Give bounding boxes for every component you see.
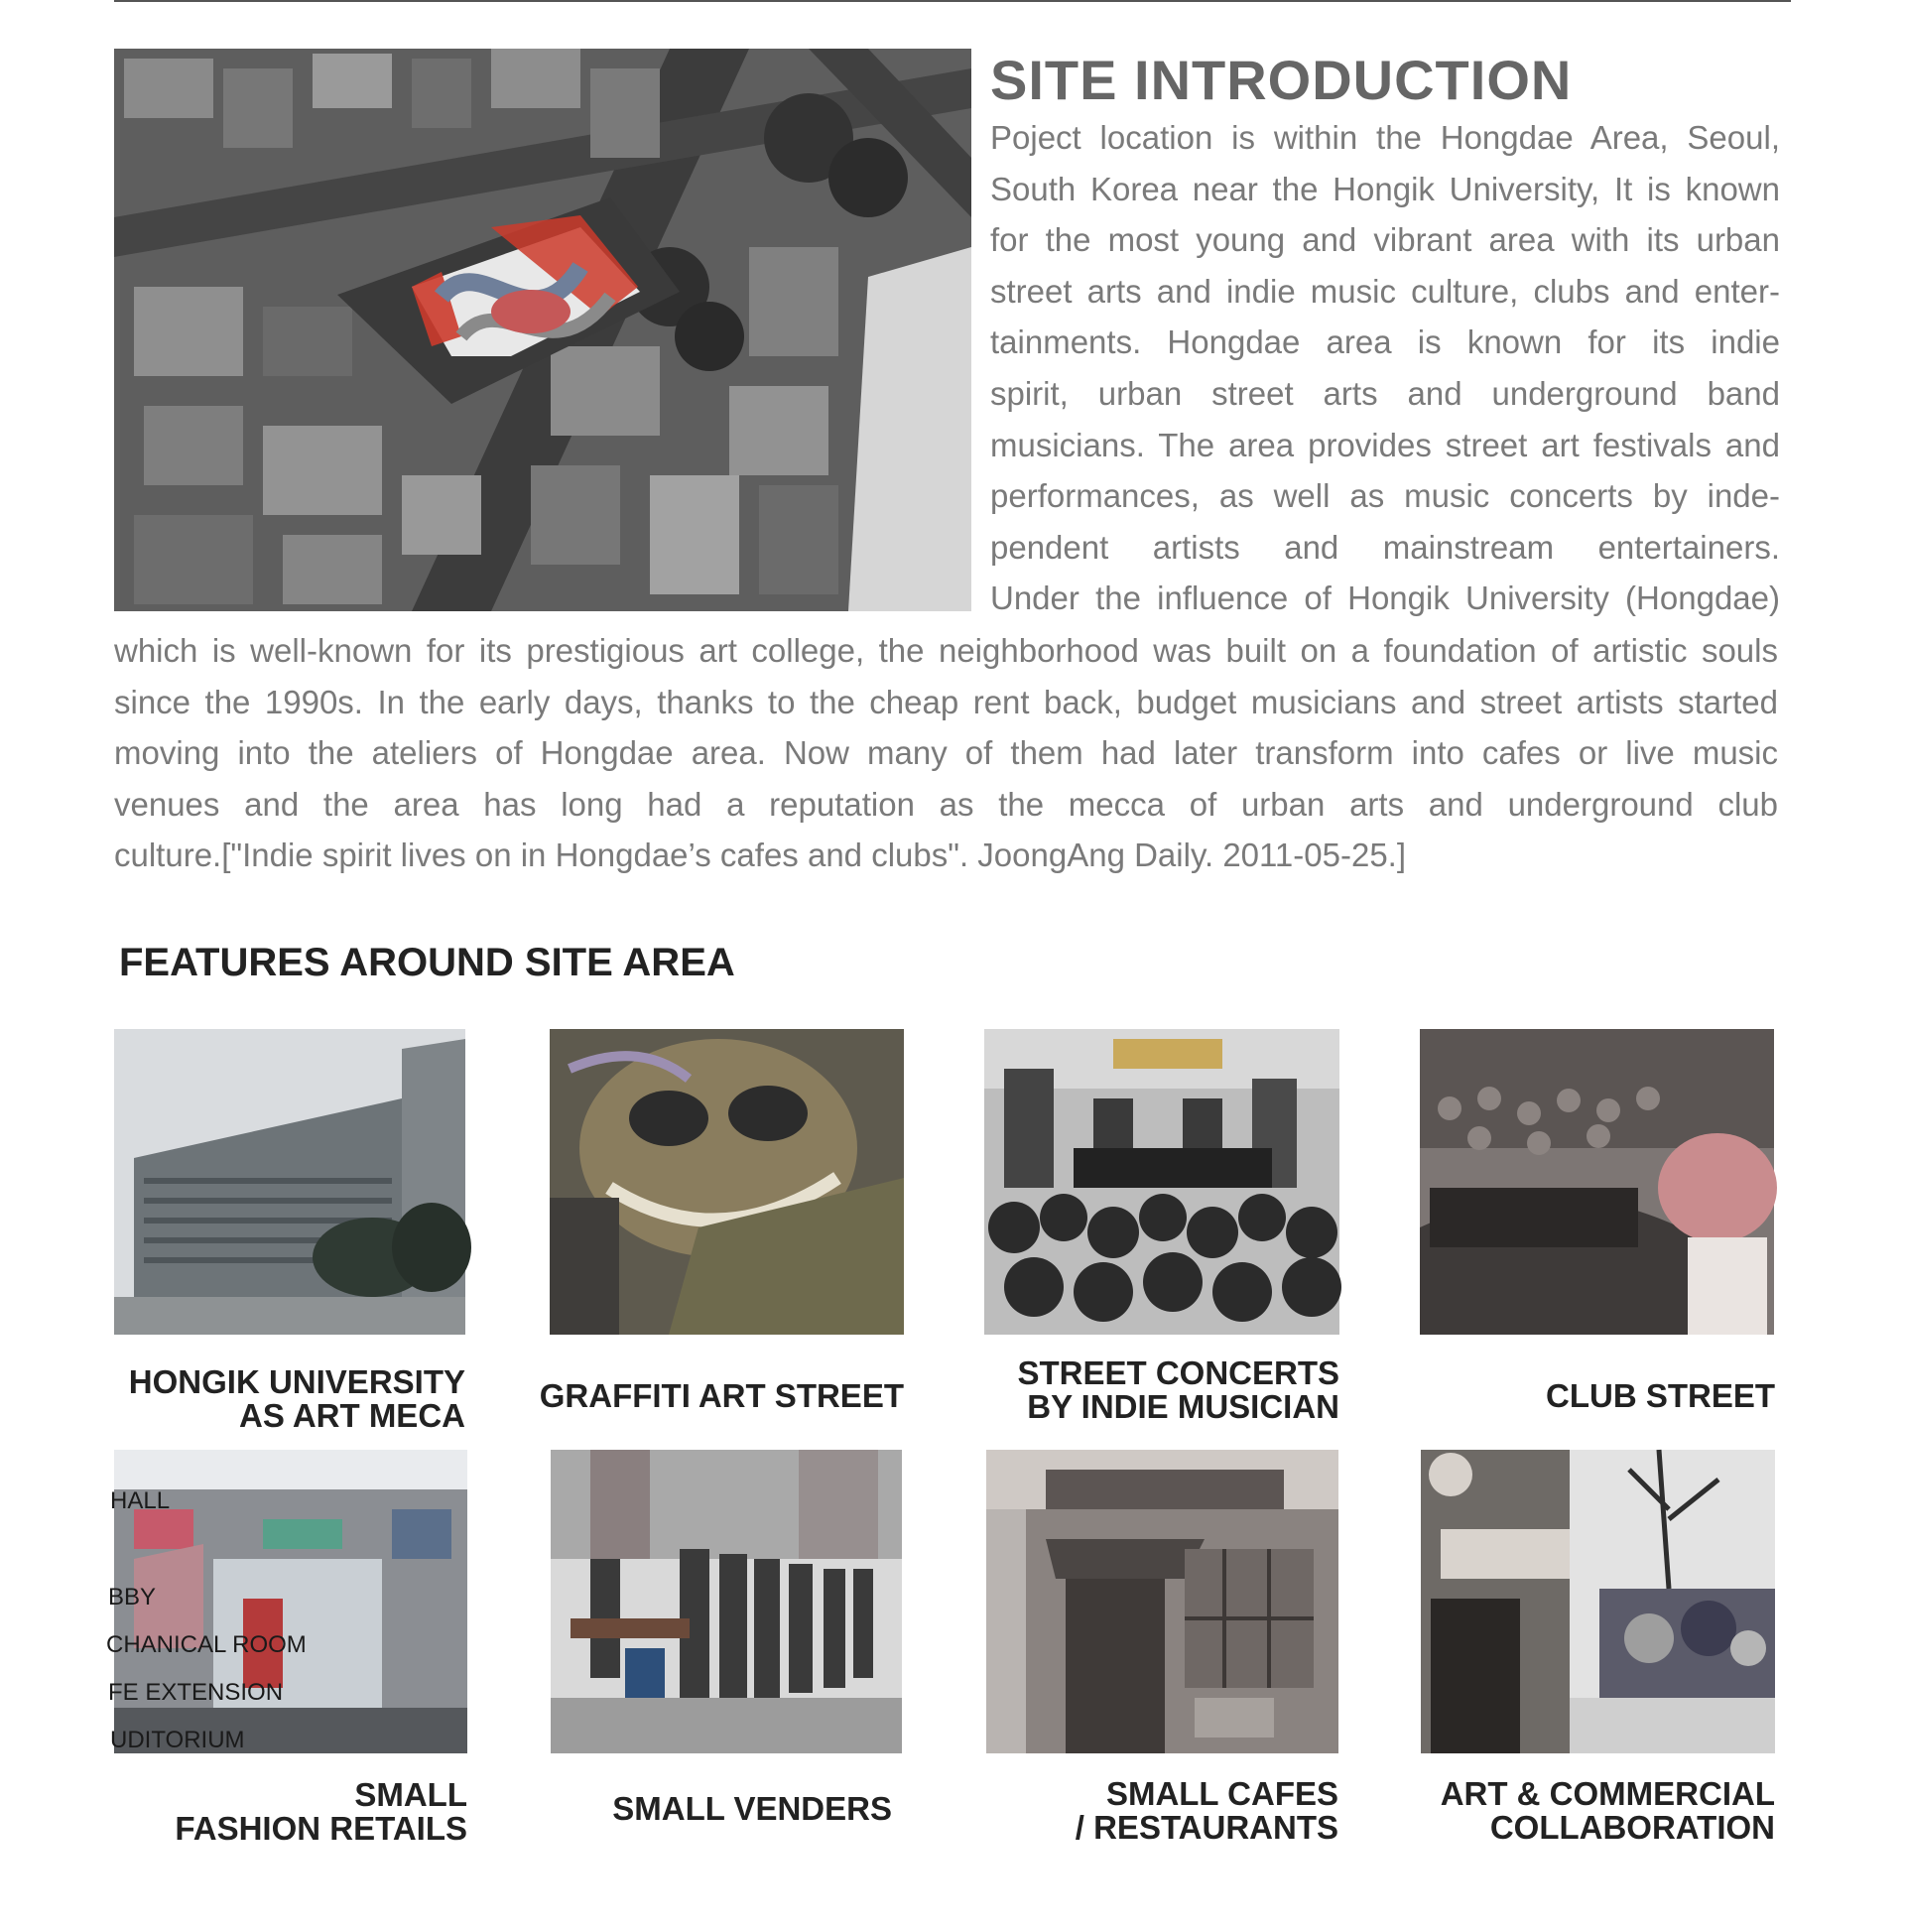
graffiti-art-street-photo	[550, 1029, 904, 1335]
caption-small-venders: SMALL VENDERS	[612, 1790, 892, 1827]
intro-line: pendent artists and mainstream entertainers.	[990, 528, 1780, 566]
overlay-label: CHANICAL ROOM	[106, 1631, 307, 1658]
intro-line: musicians. The area provides street art festivals and	[990, 426, 1780, 463]
intro-line: Poject location is within the Hongdae Area, Seoul,	[990, 119, 1780, 156]
overlay-label: UDITORIUM	[110, 1727, 245, 1753]
intro-paragraph-full	[114, 625, 1778, 881]
top-rule	[114, 0, 1791, 2]
intro-line: Under the influence of Hongik University (Hongdae)	[990, 580, 1780, 617]
intro-line: tainments. Hongdae area is known for its indie	[990, 323, 1780, 361]
club-street-photo	[1420, 1029, 1774, 1335]
intro-line: culture.["Indie spirit lives on in Hongdae’s cafes and clubs". JoongAng Daily. 2011-05-25.]	[114, 837, 1407, 874]
caption-street-concerts: STREET CONCERTS BY INDIE MUSICIAN	[1017, 1354, 1339, 1425]
small-cafes-photo	[986, 1450, 1338, 1753]
small-venders-photo	[551, 1450, 902, 1753]
caption-fashion-retails: SMALL FASHION RETAILS	[175, 1776, 467, 1847]
intro-line: since the 1990s. In the early days, thanks to the cheap rent back, budget musicians and street artists started	[114, 683, 1778, 720]
intro-line: street arts and indie music culture, clubs and enter-	[990, 272, 1780, 310]
intro-line: South Korea near the Hongik University, It is known	[990, 170, 1780, 207]
intro-line: for the most young and vibrant area with its urban	[990, 221, 1780, 259]
intro-paragraph-column	[990, 112, 1780, 624]
overlay-label: FE EXTENSION	[108, 1679, 284, 1706]
intro-line: venues and the area has long had a reputation as the mecca of urban arts and underground club	[114, 785, 1778, 823]
art-commercial-photo	[1421, 1450, 1775, 1753]
caption-small-cafes: SMALL CAFES / RESTAURANTS	[1075, 1775, 1338, 1846]
overlay-label: HALL	[110, 1487, 171, 1514]
fashion-retails-photo	[106, 1450, 467, 1753]
intro-line: performances, as well as music concerts by inde-	[990, 477, 1780, 515]
site-introduction-title: SITE INTRODUCTION	[990, 49, 1573, 111]
caption-art-commercial: ART & COMMERCIAL COLLABORATION	[1440, 1775, 1775, 1846]
caption-hongik-university: HONGIK UNIVERSITY AS ART MECA	[128, 1363, 465, 1434]
intro-line: moving into the ateliers of Hongdae area. Now many of them had later transform into cafes or live music	[114, 734, 1778, 772]
intro-line: which is well-known for its prestigious art college, the neighborhood was built on a foundation of artistic souls	[114, 632, 1778, 669]
hongik-university-photo	[114, 1029, 465, 1335]
caption-club-street: CLUB STREET	[1546, 1377, 1775, 1414]
site-aerial-photo	[114, 49, 971, 611]
overlay-label: BBY	[108, 1584, 157, 1610]
features-title: FEATURES AROUND SITE AREA	[119, 941, 735, 984]
caption-graffiti-art-street: GRAFFITI ART STREET	[539, 1377, 904, 1414]
street-concerts-photo	[984, 1029, 1339, 1335]
intro-line: spirit, urban street arts and underground band	[990, 374, 1780, 412]
